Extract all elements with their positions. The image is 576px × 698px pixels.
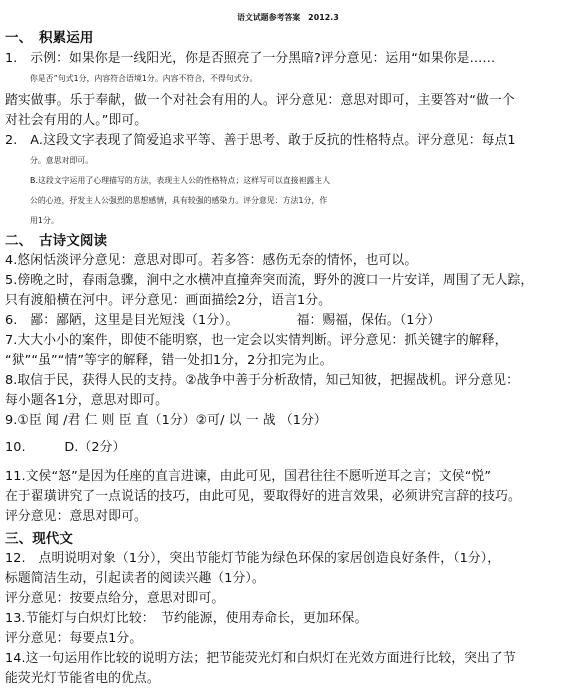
answer-line: 分。意思对即可。: [30, 156, 94, 165]
answer-line: 5.傍晚之时，春雨急骤，涧中之水横冲直撞奔突而流，野外的渡口一片安详，周围了无人踪，: [5, 273, 534, 288]
section-heading-1: 一、 积累运用: [5, 30, 94, 46]
answer-line: 只有渡船横在河中。评分意见：画面描绘2分，语言1分。: [5, 293, 332, 308]
answer-line: 13.节能灯与白炽灯比较： 节约能源，使用寿命长，更加环保。: [5, 611, 368, 626]
answer-line: 能荧光灯节能省电的优点。: [5, 671, 160, 686]
answer-line: 评分意见：意思对即可。: [5, 509, 147, 524]
answer-line: 7.大大小小的案件，即使不能明察，也一定会以实情判断。评分意见：抓关键字的解释，: [5, 333, 508, 348]
answer-line: 1. 示例：如果你是一线阳光，你是否照亮了一分黑暗?评分意见：运用“如果你是……: [5, 51, 496, 66]
answer-line: 12. 点明说明对象（1分），突出节能灯节能为绿色环保的家居创造良好条件，（1分），: [5, 551, 501, 566]
answer-line: 标题简洁生动，引起读者的阅读兴趣（1分）。: [5, 571, 265, 586]
answer-line: 每小题各1分，意思对即可。: [5, 393, 169, 408]
answer-line: 在于翟璜讲究了一点说话的技巧，由此可见，要取得好的进言效果，必须讲究言辞的技巧。: [5, 489, 521, 504]
answer-line: 2. A.这段文字表现了简爱追求平等、善于思考、敢于反抗的性格特点。评分意见：每点1: [5, 133, 516, 148]
answer-line: 你是否”句式1分，内容符合语境1分。内容不符合，不得句式分。: [30, 74, 258, 83]
answer-line: 评分意见：每要点1分。: [5, 631, 143, 646]
answer-line: B.这段文字运用了心理描写的方法，表现主人公的性格特点；这样写可以直接袒露主人: [30, 176, 331, 185]
answer-line: 8.取信于民，获得人民的支持。②战争中善于分析敌情，知己知彼，把握战机。评分意见：: [5, 373, 520, 388]
answer-line: 踏实做事。乐于奉献，做一个对社会有用的人。评分意见：意思对即可，主要答对“做一个: [5, 93, 515, 108]
answer-line: 10. D.（2分）: [5, 440, 126, 455]
answer-line: 14.这一句运用作比较的说明方法；把节能荧光灯和白炽灯在光效方面进行比较，突出了节: [5, 651, 516, 666]
page-title: 语文试题参考答案 2012.3: [237, 13, 339, 22]
answer-line: 6. 鄙：鄙陋，这里是目光短浅（1分）。 福：赐福，保佑。（1分）: [5, 313, 441, 328]
answer-line: 公的心迹，抒发主人公强烈的思想感情，具有较强的感染力。评分意见：方法1分，作: [30, 196, 328, 205]
answer-line: 对社会有用的人。”即可。: [5, 113, 148, 128]
section-heading-2: 二、 古诗文阅读: [5, 233, 108, 249]
answer-line: 9.①臣 闻 /君 仁 则 臣 直（1分）②可/ 以 一 战 （1分）: [5, 413, 327, 428]
answer-line: 评分意见：按要点给分，意思对即可。: [5, 591, 225, 606]
answer-line: 4.悠闲恬淡评分意见：意思对即可。若多答：感伤无奈的情怀，也可以。: [5, 253, 418, 268]
section-heading-3: 三、现代文: [5, 531, 73, 547]
answer-line: 11.文侯“怒”是因为任座的直言进谏，由此可见，国君往往不愿听逆耳之言；文侯“悦”: [5, 469, 492, 484]
answer-line: 用1分。: [30, 216, 59, 225]
answer-line: “狱”“虽”“情”等字的解释，错一处扣1分，2分扣完为止。: [5, 353, 333, 368]
